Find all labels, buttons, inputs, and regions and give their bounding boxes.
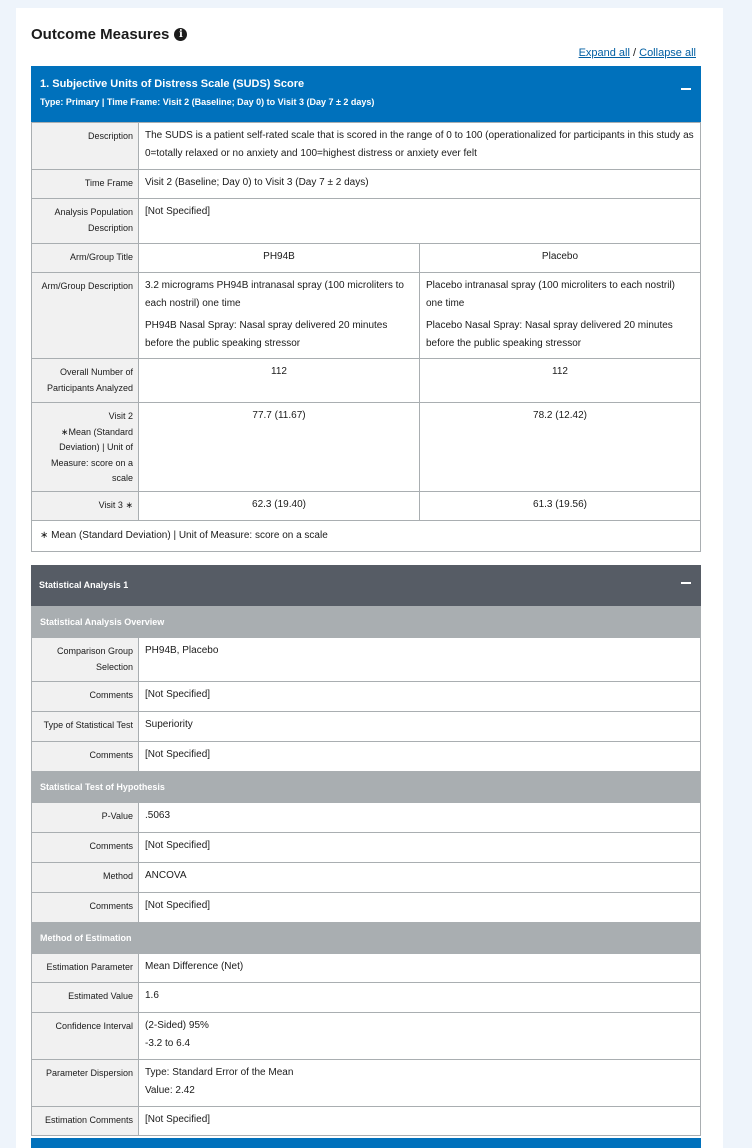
collapse-all-link[interactable]: Collapse all bbox=[639, 47, 696, 59]
est-param-value: Mean Difference (Net) bbox=[139, 954, 701, 983]
arm1-visit3: 62.3 (19.40) bbox=[139, 491, 420, 520]
est-comments-value: [Not Specified] bbox=[139, 1107, 701, 1136]
outcome-subtitle: Type: Primary | Time Frame: Visit 2 (Baseline; Day 0) to Visit 3 (Day 7 ± 2 days) bbox=[40, 97, 375, 107]
stat-table bbox=[31, 606, 701, 1136]
est-value-value: 1.6 bbox=[139, 983, 701, 1013]
dispersion-line-1: Type: Standard Error of the Mean bbox=[145, 1067, 294, 1078]
arm2-desc-line-1: Placebo intranasal spray (100 microliters to each nostril) one time bbox=[426, 280, 675, 309]
arm1-desc bbox=[139, 273, 420, 359]
comparison-value: PH94B, Placebo bbox=[139, 638, 701, 682]
method-value: ANCOVA bbox=[139, 863, 701, 893]
outcome-table bbox=[31, 122, 701, 552]
dispersion-line-2: Value: 2.42 bbox=[145, 1085, 195, 1096]
test-type-value: Superiority bbox=[139, 712, 701, 742]
ci-value-line-1: (2-Sided) 95% bbox=[145, 1020, 209, 1031]
dispersion-value bbox=[139, 1060, 701, 1107]
link-separator: / bbox=[633, 47, 637, 59]
test-type-label: Type of Statistical Test bbox=[32, 712, 139, 742]
population-label: Analysis Population Description bbox=[32, 199, 139, 244]
arm2-title: Placebo bbox=[420, 244, 701, 273]
comments-value: [Not Specified] bbox=[139, 893, 701, 923]
section-title bbox=[31, 26, 187, 43]
expand-all-link[interactable]: Expand all bbox=[578, 47, 630, 59]
timeframe-value: Visit 2 (Baseline; Day 0) to Visit 3 (Day 7 ± 2 days) bbox=[139, 170, 701, 199]
comments-label: Comments bbox=[32, 742, 139, 772]
hypothesis-section-title: Statistical Test of Hypothesis bbox=[32, 772, 701, 803]
arm-title-label: Arm/Group Title bbox=[32, 244, 139, 273]
comments-value: [Not Specified] bbox=[139, 833, 701, 863]
stat-analysis-header[interactable] bbox=[31, 565, 701, 606]
ci-value bbox=[139, 1013, 701, 1060]
population-value: [Not Specified] bbox=[139, 199, 701, 244]
outcome-title: 1. Subjective Units of Distress Scale (SUDS) Score bbox=[40, 78, 305, 90]
footnote: ∗ Mean (Standard Deviation) | Unit of Measure: score on a scale bbox=[32, 520, 701, 551]
visit3-star: ∗ bbox=[125, 499, 133, 510]
stat-collapse-icon[interactable] bbox=[681, 582, 691, 584]
pvalue-label: P-Value bbox=[32, 803, 139, 833]
comments-value: [Not Specified] bbox=[139, 742, 701, 772]
arm1-visit2: 77.7 (11.67) bbox=[139, 403, 420, 492]
outcome-header[interactable] bbox=[31, 66, 701, 122]
expand-collapse-links bbox=[579, 47, 696, 59]
arm2-visit2: 78.2 (12.42) bbox=[420, 403, 701, 492]
pvalue-value: .5063 bbox=[139, 803, 701, 833]
overview-section-title: Statistical Analysis Overview bbox=[32, 607, 701, 638]
comments-value: [Not Specified] bbox=[139, 682, 701, 712]
timeframe-label: Time Frame bbox=[32, 170, 139, 199]
method-label: Method bbox=[32, 863, 139, 893]
visit3-label: Visit 3 bbox=[98, 499, 123, 510]
next-outcome-header[interactable] bbox=[31, 1138, 701, 1148]
comments-label: Comments bbox=[32, 893, 139, 923]
arm1-n: 112 bbox=[139, 359, 420, 403]
visit2-label-cell bbox=[32, 403, 139, 492]
overall-label: Overall Number of Participants Analyzed bbox=[32, 359, 139, 403]
arm2-desc-line-2: Placebo Nasal Spray: Nasal spray delivered 20 minutes before the public speaking stressor bbox=[426, 320, 673, 349]
est-param-label: Estimation Parameter bbox=[32, 954, 139, 983]
comments-label: Comments bbox=[32, 833, 139, 863]
ci-value-line-2: -3.2 to 6.4 bbox=[145, 1038, 191, 1049]
visit2-label: Visit 2 bbox=[108, 411, 133, 421]
visit2-sublabel: ∗Mean (Standard Deviation) | Unit of Measure: score on a scale bbox=[50, 426, 133, 483]
info-icon[interactable]: i bbox=[174, 28, 187, 41]
estimation-section-title: Method of Estimation bbox=[32, 923, 701, 954]
outcome-measures-card bbox=[16, 8, 723, 1148]
arm1-title: PH94B bbox=[139, 244, 420, 273]
est-comments-label: Estimation Comments bbox=[32, 1107, 139, 1136]
description-value: The SUDS is a patient self-rated scale that is scored in the range of 0 to 100 (operationalized for participants in this study as 0=totally relaxed or no anxiety and 100=highest distress or anxiety ever felt bbox=[139, 123, 701, 170]
stat-analysis-title: Statistical Analysis 1 bbox=[39, 580, 129, 590]
arm2-visit3: 61.3 (19.56) bbox=[420, 491, 701, 520]
arm1-desc-line-2: PH94B Nasal Spray: Nasal spray delivered 20 minutes before the public speaking stressor bbox=[145, 320, 388, 349]
visit3-label-cell bbox=[32, 491, 139, 520]
dispersion-label: Parameter Dispersion bbox=[32, 1060, 139, 1107]
description-label: Description bbox=[32, 123, 139, 170]
est-value-label: Estimated Value bbox=[32, 983, 139, 1013]
collapse-icon[interactable] bbox=[681, 88, 691, 90]
ci-label: Confidence Interval bbox=[32, 1013, 139, 1060]
comparison-label: Comparison Group Selection bbox=[32, 638, 139, 682]
section-title-text: Outcome Measures bbox=[31, 26, 170, 43]
arm2-n: 112 bbox=[420, 359, 701, 403]
comments-label: Comments bbox=[32, 682, 139, 712]
arm-desc-label: Arm/Group Description bbox=[32, 273, 139, 359]
arm1-desc-line-1: 3.2 micrograms PH94B intranasal spray (100 microliters to each nostril) one time bbox=[145, 280, 404, 309]
arm2-desc bbox=[420, 273, 701, 359]
